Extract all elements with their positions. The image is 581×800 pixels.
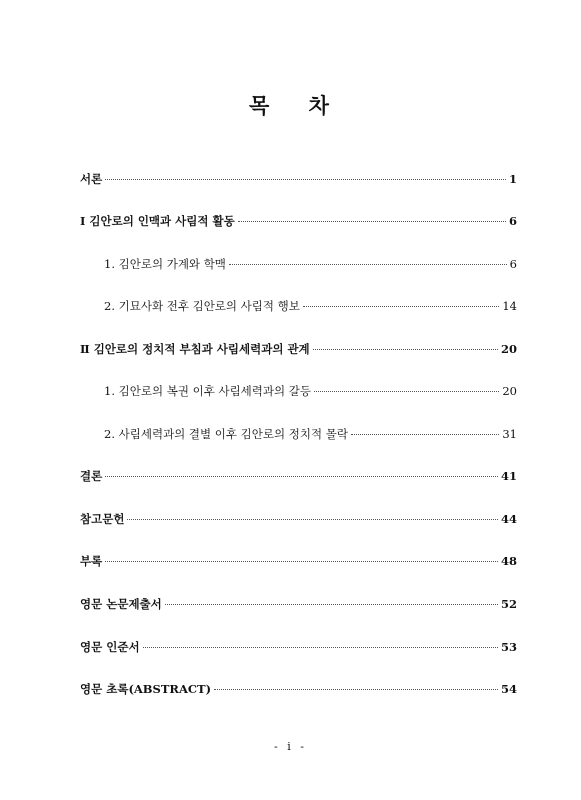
toc-entry-page: 31	[502, 427, 517, 441]
toc-entry[interactable]	[80, 682, 517, 696]
toc-entry[interactable]	[80, 597, 517, 611]
dot-leader	[314, 391, 499, 392]
dot-leader	[229, 264, 507, 265]
dot-leader	[105, 476, 498, 477]
toc-entry-page: 41	[500, 469, 517, 483]
toc-entry[interactable]	[104, 299, 517, 313]
toc-entry[interactable]	[80, 342, 517, 356]
page-number-footer: - i -	[274, 740, 307, 753]
toc-entry-page: 1	[508, 172, 517, 186]
dot-leader	[105, 561, 498, 562]
toc-entry-page: 14	[502, 299, 517, 313]
toc-entry-label: 영문 인준서	[80, 640, 140, 654]
dot-leader	[165, 604, 498, 605]
dot-leader	[313, 349, 498, 350]
dot-leader	[214, 689, 498, 690]
toc-entry-label: Ⅱ 김안로의 정치적 부침과 사림세력과의 관계	[80, 342, 310, 356]
toc-entry-label: 참고문헌	[80, 512, 125, 526]
toc-entry[interactable]	[80, 214, 517, 228]
toc-entry-page: 6	[508, 214, 517, 228]
toc-entry[interactable]	[80, 512, 517, 526]
toc-entry-label: 결론	[80, 469, 103, 483]
toc-entry[interactable]	[80, 554, 517, 568]
toc-entry-label: Ⅰ 김안로의 인맥과 사림적 활동	[80, 214, 235, 228]
dot-leader	[303, 306, 499, 307]
toc-entry[interactable]	[104, 257, 517, 271]
dot-leader	[351, 434, 499, 435]
toc-entry[interactable]	[80, 640, 517, 654]
toc-entry-page: 44	[500, 512, 517, 526]
toc-entry[interactable]	[80, 469, 517, 483]
dot-leader	[238, 221, 506, 222]
toc-entry[interactable]	[104, 384, 517, 398]
toc-entry-page: 20	[500, 342, 517, 356]
toc-entry[interactable]	[104, 427, 517, 441]
toc-entry-label: 1. 김안로의 가계와 학맥	[104, 257, 226, 271]
toc-entry-page: 20	[502, 384, 517, 398]
dot-leader	[105, 179, 506, 180]
toc-entry[interactable]	[80, 172, 517, 186]
toc-entry-page: 54	[500, 682, 517, 696]
dot-leader	[143, 647, 498, 648]
toc-entry-label: 영문 논문제출서	[80, 597, 162, 611]
toc-entry-label: 영문 초록(ABSTRACT)	[80, 682, 212, 696]
dot-leader	[127, 519, 498, 520]
toc-entry-label: 2. 기묘사화 전후 김안로의 사림적 행보	[104, 299, 300, 313]
toc-entry-page: 6	[509, 257, 517, 271]
toc-entry-label: 서론	[80, 172, 103, 186]
toc-entry-label: 2. 사림세력과의 결별 이후 김안로의 정치적 몰락	[104, 427, 348, 441]
toc-entry-label: 1. 김안로의 복권 이후 사림세력과의 갈등	[104, 384, 311, 398]
toc-entry-page: 53	[500, 640, 517, 654]
toc-entry-page: 52	[500, 597, 517, 611]
toc-entry-page: 48	[500, 554, 517, 568]
toc-entry-label: 부록	[80, 554, 103, 568]
page-title: 목 차	[249, 93, 332, 118]
